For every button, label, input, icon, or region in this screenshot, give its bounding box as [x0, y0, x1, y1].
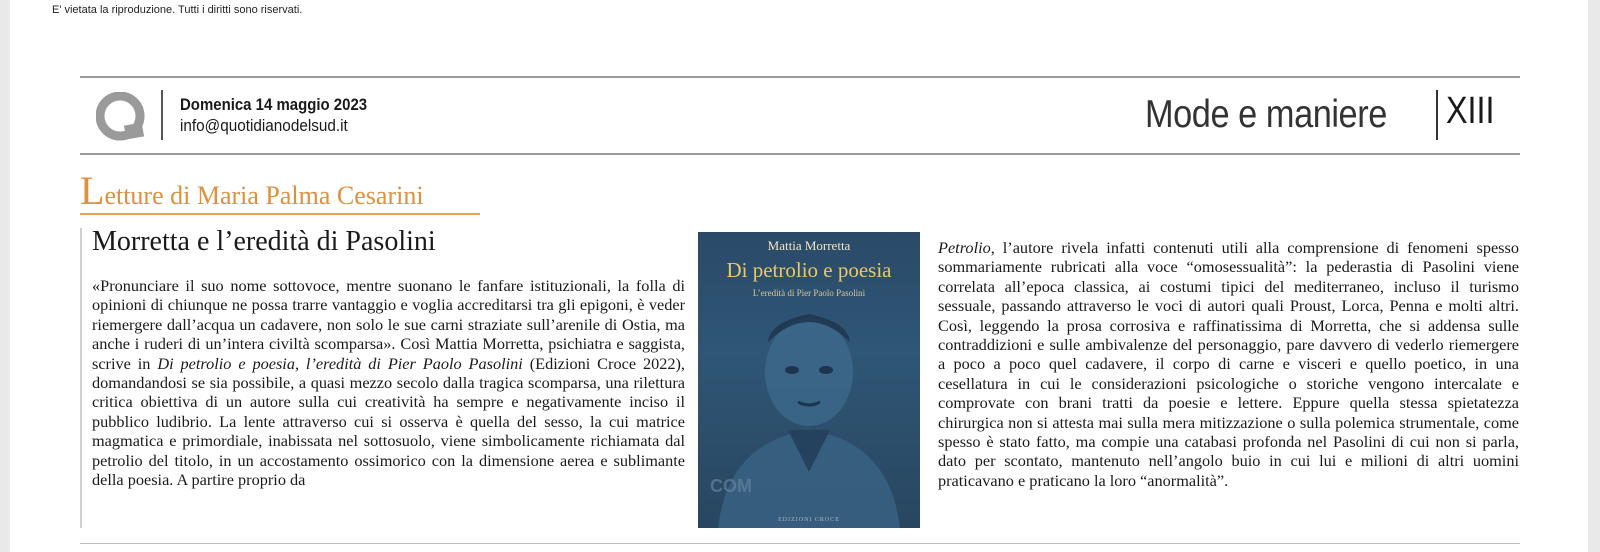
- text-run: Di petrolio e poesia, l’eredità di Pier Paolo Pasolini: [157, 353, 523, 373]
- issue-date: Domenica 14 maggio 2023: [180, 95, 368, 114]
- book-cover-image: [698, 232, 920, 528]
- cover-subtitle: L’eredità di Pier Paolo Pasolini: [752, 288, 866, 298]
- newspaper-page: [10, 0, 1588, 552]
- cover-portrait-illustration: [698, 302, 920, 528]
- newspaper-logo-icon: [96, 92, 146, 142]
- section-divider: [1436, 90, 1438, 140]
- svg-text:COM: COM: [710, 476, 752, 496]
- copyright-notice: E' vietata la riproduzione. Tutti i diritti sono riservati.: [52, 4, 303, 16]
- page-number: XIII: [1446, 90, 1495, 132]
- contact-email[interactable]: info@quotidianodelsud.it: [180, 116, 348, 135]
- column-kicker: [80, 168, 480, 215]
- headline-bar: [80, 228, 82, 528]
- cover-title: Di petrolio e poesia: [726, 258, 892, 282]
- kicker-drop-initial: L: [80, 168, 105, 213]
- article-headline: Morretta e l’eredità di Pasolini: [92, 226, 436, 257]
- text-run: , l’autore rivela infatti contenuti utili alla comprensione di fenomeni spesso sommariamente rubricati alla voce “omosessualità”: la pederastia di Pasolini viene correlata all’epoca classica, ai costumi tipici del mediterraneo, incluso il turismo sessuale, passando attraverso le voci di autori quali Proust, Lorca, Penna e molti altri. Così, leggendo la prosa corrosiva e raffinatissima di Morretta, che si addensa sulle contraddizioni e sulle ambivalenze del personaggio, pare davvero di vederlo riemergere a poco a poco quel cadavere, il corpo di carne e visceri e quello poetico, in una cesellatura in cui le considerazioni psicologiche o storiche vengono intercalate e comprovate con brani tratti da poesie e lettere. Eppure quella stessa spietatezza chirurgica non si attesta mai sulla mera mitizzazione o sulla polemica strumentale, come spesso è stato fatto, ma compie una catabasi profonda nel Pasolini di cui non si parla, dato per scontato, mantenuto nell’angolo buio in cui lui e milioni di altri uomini praticavano e praticano la loro “anormalità”.: [938, 238, 1519, 490]
- text-run: Petrolio: [938, 238, 991, 257]
- header-bottom-rule: [80, 153, 1520, 155]
- kicker-text: etture di Maria Palma Cesarini: [104, 181, 424, 210]
- footer-rule: [80, 543, 1520, 544]
- article-column-left: [92, 276, 685, 489]
- article-column-right: [938, 238, 1519, 490]
- logo-divider: [161, 90, 163, 140]
- section-title: Mode e maniere: [1145, 93, 1387, 136]
- cover-author: Mattia Morretta: [767, 238, 851, 253]
- header-top-rule: [80, 76, 1520, 78]
- cover-publisher: EDIZIONI CROCE: [778, 517, 840, 523]
- text-run: «Pronunciare il suo nome sottovoce, mentre suonano le fanfare istituzionali, la folla di opinioni di chiunque ne possa trarre vantaggio e voglia accreditarsi tra gli epigoni, è veder riemergere dall’acqua un cadavere, non solo le sue carni straziate sull’arenile di Ostia, ma anche i ruderi di un’intera civiltà scomparsa». Così Mattia Morretta, psichiatra e saggista, scrive in: [92, 276, 685, 373]
- text-run: (Edizioni Croce 2022), domandandosi se sia possibile, a quasi mezzo secolo dalla tragica scomparsa, una rilettura critica obiettiva di un autore sulla cui creatività ha sempre e negativamente inciso il pubblico ludibrio. La lente attraverso cui si osserva è quella del sesso, la cui matrice magmatica e primordiale, inabissata nel sottosuolo, viene simbolicamente richiamata dal petrolio del titolo, in un accostamento ossimorico con la dimensione aerea e sublimante della poesia. A partire proprio da: [92, 353, 685, 490]
